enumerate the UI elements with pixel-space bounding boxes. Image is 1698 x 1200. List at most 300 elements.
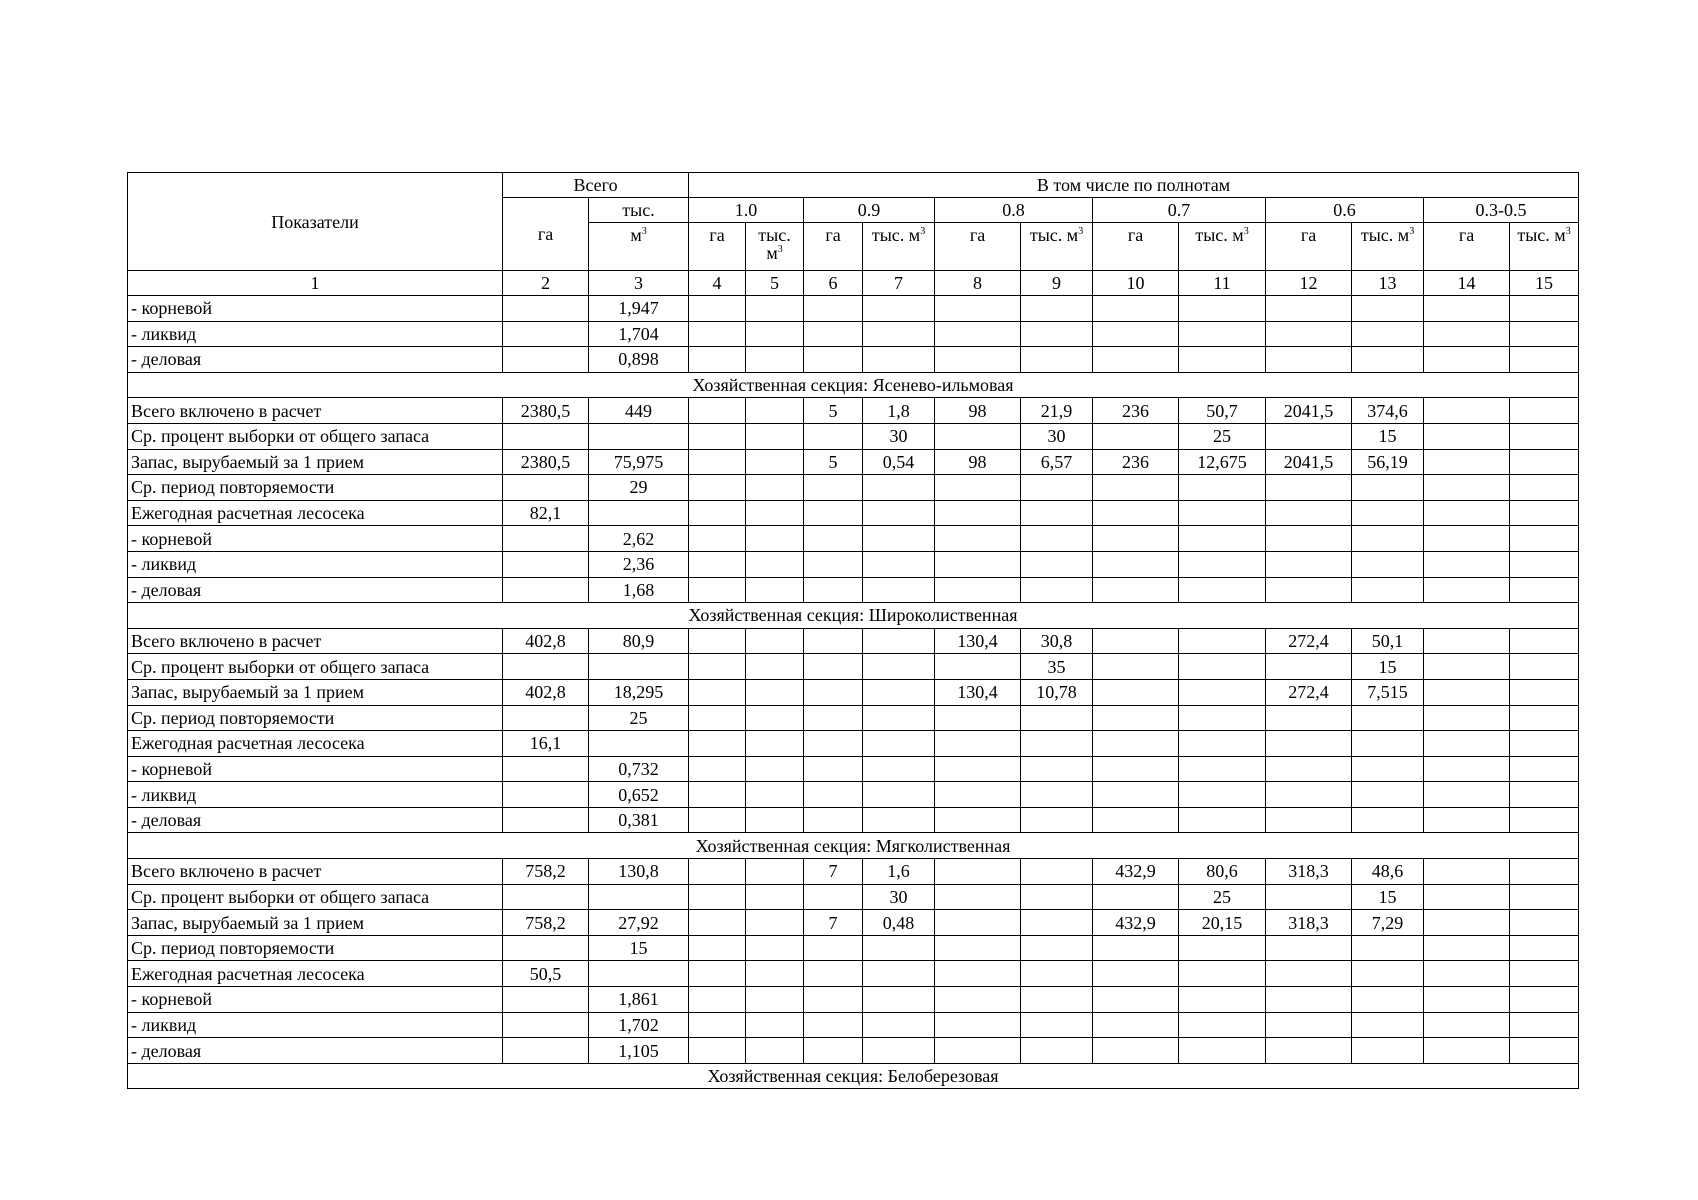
table-cell bbox=[689, 807, 746, 833]
row-label: - ликвид bbox=[128, 551, 503, 577]
table-cell bbox=[1424, 961, 1510, 987]
table-cell bbox=[1424, 679, 1510, 705]
table-cell bbox=[746, 1012, 804, 1038]
table-cell: 2,36 bbox=[589, 551, 689, 577]
row-label: Ср. период повторяемости bbox=[128, 475, 503, 501]
table-cell: 449 bbox=[589, 398, 689, 424]
column-number: 5 bbox=[746, 271, 804, 296]
table-cell bbox=[863, 1038, 935, 1064]
table-cell bbox=[804, 551, 863, 577]
table-cell: 25 bbox=[1179, 423, 1266, 449]
table-cell: 402,8 bbox=[503, 679, 589, 705]
table-cell bbox=[1510, 782, 1579, 808]
table-cell bbox=[746, 347, 804, 373]
section-title: Хозяйственная секция: Широколиственная bbox=[128, 603, 1579, 629]
header-density-1: 1.0 bbox=[689, 198, 804, 223]
table-row bbox=[128, 987, 1579, 1013]
table-cell: 6,57 bbox=[1021, 449, 1093, 475]
table-cell bbox=[863, 628, 935, 654]
table-cell bbox=[1424, 321, 1510, 347]
table-cell bbox=[804, 1012, 863, 1038]
header-density-3: 0.8 bbox=[935, 198, 1093, 223]
table-cell bbox=[746, 987, 804, 1013]
table-cell bbox=[689, 654, 746, 680]
table-cell bbox=[804, 423, 863, 449]
table-cell bbox=[1179, 475, 1266, 501]
table-cell bbox=[1266, 807, 1352, 833]
document-page bbox=[127, 172, 1579, 1089]
table-cell: 80,6 bbox=[1179, 859, 1266, 885]
row-label: Запас, вырубаемый за 1 прием bbox=[128, 910, 503, 936]
table-cell bbox=[863, 475, 935, 501]
table-cell bbox=[689, 859, 746, 885]
table-cell bbox=[503, 1038, 589, 1064]
table-cell bbox=[746, 884, 804, 910]
table-cell bbox=[804, 1038, 863, 1064]
table-cell bbox=[1266, 321, 1352, 347]
table-cell bbox=[746, 731, 804, 757]
table-cell: 0,732 bbox=[589, 756, 689, 782]
row-label: - ликвид bbox=[128, 782, 503, 808]
table-cell bbox=[689, 577, 746, 603]
table-cell: 1,68 bbox=[589, 577, 689, 603]
table-cell: 30 bbox=[863, 884, 935, 910]
column-number: 3 bbox=[589, 271, 689, 296]
table-cell bbox=[746, 756, 804, 782]
table-cell bbox=[935, 935, 1021, 961]
table-cell: 20,15 bbox=[1179, 910, 1266, 936]
table-cell bbox=[863, 807, 935, 833]
table-cell bbox=[804, 321, 863, 347]
table-cell bbox=[1510, 321, 1579, 347]
table-cell bbox=[1266, 961, 1352, 987]
table-cell bbox=[689, 449, 746, 475]
table-cell: 1,861 bbox=[589, 987, 689, 1013]
column-number: 7 bbox=[863, 271, 935, 296]
table-cell bbox=[689, 679, 746, 705]
table-cell bbox=[1093, 935, 1179, 961]
row-label: Ср. период повторяемости bbox=[128, 935, 503, 961]
table-row bbox=[128, 705, 1579, 731]
table-cell bbox=[746, 526, 804, 552]
table-cell: 5 bbox=[804, 449, 863, 475]
table-row bbox=[128, 961, 1579, 987]
table-cell bbox=[1510, 731, 1579, 757]
table-row bbox=[128, 449, 1579, 475]
table-cell bbox=[1510, 577, 1579, 603]
header-total-m3: $м^3$ bbox=[589, 223, 689, 271]
table-cell bbox=[1510, 1012, 1579, 1038]
table-cell: 1,947 bbox=[589, 296, 689, 322]
table-cell bbox=[935, 654, 1021, 680]
table-cell bbox=[746, 321, 804, 347]
table-cell bbox=[1179, 961, 1266, 987]
section-title: Хозяйственная секция: Белоберезовая bbox=[128, 1063, 1579, 1089]
table-cell bbox=[1424, 628, 1510, 654]
table-cell: 1,8 bbox=[863, 398, 935, 424]
table-cell bbox=[689, 961, 746, 987]
table-cell bbox=[863, 551, 935, 577]
table-cell bbox=[503, 577, 589, 603]
table-cell bbox=[1352, 526, 1424, 552]
table-cell bbox=[1510, 398, 1579, 424]
table-cell bbox=[863, 782, 935, 808]
table-cell bbox=[689, 731, 746, 757]
table-cell: 25 bbox=[589, 705, 689, 731]
table-row bbox=[128, 1038, 1579, 1064]
row-label: - деловая bbox=[128, 1038, 503, 1064]
table-cell bbox=[1510, 500, 1579, 526]
header-total: Всего bbox=[503, 173, 689, 198]
table-cell: 15 bbox=[589, 935, 689, 961]
table-cell: 130,4 bbox=[935, 628, 1021, 654]
row-label: Ежегодная расчетная лесосека bbox=[128, 961, 503, 987]
row-label: - корневой bbox=[128, 296, 503, 322]
row-label: - деловая bbox=[128, 807, 503, 833]
table-cell bbox=[1093, 705, 1179, 731]
table-cell bbox=[1021, 910, 1093, 936]
table-cell bbox=[1352, 731, 1424, 757]
table-cell bbox=[1179, 321, 1266, 347]
table-cell bbox=[689, 347, 746, 373]
table-cell bbox=[804, 654, 863, 680]
table-cell bbox=[1510, 961, 1579, 987]
table-cell bbox=[746, 1038, 804, 1064]
table-row bbox=[128, 500, 1579, 526]
table-cell bbox=[863, 577, 935, 603]
table-cell bbox=[1352, 347, 1424, 373]
table-cell: 98 bbox=[935, 449, 1021, 475]
table-cell bbox=[1179, 705, 1266, 731]
table-cell: 75,975 bbox=[589, 449, 689, 475]
row-label: Ср. период повторяемости bbox=[128, 705, 503, 731]
table-cell bbox=[1266, 500, 1352, 526]
table-cell bbox=[1352, 577, 1424, 603]
table-cell bbox=[689, 935, 746, 961]
table-cell bbox=[1179, 782, 1266, 808]
row-label: Ср. процент выборки от общего запаса bbox=[128, 423, 503, 449]
table-cell bbox=[1424, 526, 1510, 552]
table-cell bbox=[1179, 935, 1266, 961]
table-row bbox=[128, 475, 1579, 501]
table-row bbox=[128, 884, 1579, 910]
table-row bbox=[128, 935, 1579, 961]
table-row bbox=[128, 398, 1579, 424]
column-number: 4 bbox=[689, 271, 746, 296]
column-number: 10 bbox=[1093, 271, 1179, 296]
table-cell bbox=[689, 1038, 746, 1064]
header-thous-m3: тыс. $м^3$ bbox=[1179, 223, 1266, 271]
table-cell bbox=[1510, 347, 1579, 373]
table-cell bbox=[1179, 679, 1266, 705]
table-cell bbox=[863, 1012, 935, 1038]
table-cell bbox=[935, 910, 1021, 936]
table-cell bbox=[1093, 628, 1179, 654]
row-label: Всего включено в расчет bbox=[128, 859, 503, 885]
table-cell bbox=[746, 910, 804, 936]
table-cell bbox=[746, 500, 804, 526]
header-thous-m3: тыс. $м^3$ bbox=[1352, 223, 1424, 271]
table-cell bbox=[1424, 475, 1510, 501]
table-cell bbox=[589, 731, 689, 757]
table-row bbox=[128, 296, 1579, 322]
table-cell: 7,515 bbox=[1352, 679, 1424, 705]
table-cell bbox=[1352, 987, 1424, 1013]
table-cell bbox=[589, 500, 689, 526]
table-cell bbox=[1352, 1038, 1424, 1064]
table-row bbox=[128, 782, 1579, 808]
table-cell bbox=[503, 756, 589, 782]
table-cell bbox=[1093, 884, 1179, 910]
table-cell bbox=[804, 935, 863, 961]
table-cell bbox=[804, 782, 863, 808]
column-number-row bbox=[128, 271, 1579, 296]
table-cell: 758,2 bbox=[503, 910, 589, 936]
table-cell: 16,1 bbox=[503, 731, 589, 757]
table-cell: 29 bbox=[589, 475, 689, 501]
table-cell: 98 bbox=[935, 398, 1021, 424]
table-cell: 402,8 bbox=[503, 628, 589, 654]
table-cell bbox=[1510, 526, 1579, 552]
table-cell bbox=[1510, 449, 1579, 475]
table-row bbox=[128, 577, 1579, 603]
table-cell bbox=[1424, 987, 1510, 1013]
table-cell bbox=[689, 526, 746, 552]
table-cell bbox=[1021, 321, 1093, 347]
table-cell bbox=[863, 961, 935, 987]
table-cell: 7 bbox=[804, 859, 863, 885]
table-cell: 0,652 bbox=[589, 782, 689, 808]
column-number: 13 bbox=[1352, 271, 1424, 296]
table-row bbox=[128, 526, 1579, 552]
table-cell bbox=[746, 475, 804, 501]
table-cell: 374,6 bbox=[1352, 398, 1424, 424]
table-cell bbox=[1266, 526, 1352, 552]
table-cell bbox=[503, 475, 589, 501]
table-cell bbox=[804, 705, 863, 731]
table-cell bbox=[589, 961, 689, 987]
table-cell bbox=[1179, 551, 1266, 577]
column-number: 14 bbox=[1424, 271, 1510, 296]
table-cell bbox=[1424, 500, 1510, 526]
table-cell bbox=[804, 961, 863, 987]
table-cell: 30,8 bbox=[1021, 628, 1093, 654]
table-cell bbox=[863, 526, 935, 552]
table-cell bbox=[1510, 935, 1579, 961]
section-title: Хозяйственная секция: Ясенево-ильмовая bbox=[128, 372, 1579, 398]
column-number: 6 bbox=[804, 271, 863, 296]
table-cell bbox=[746, 449, 804, 475]
table-cell bbox=[1179, 756, 1266, 782]
header-incl-density: В том числе по полнотам bbox=[689, 173, 1579, 198]
table-cell bbox=[1266, 731, 1352, 757]
row-label: Запас, вырубаемый за 1 прием bbox=[128, 449, 503, 475]
table-cell bbox=[1424, 449, 1510, 475]
table-cell bbox=[1424, 756, 1510, 782]
table-cell bbox=[1510, 423, 1579, 449]
table-cell bbox=[1021, 475, 1093, 501]
table-cell: 56,19 bbox=[1352, 449, 1424, 475]
table-cell bbox=[1510, 654, 1579, 680]
table-cell bbox=[863, 987, 935, 1013]
header-ha: га bbox=[804, 223, 863, 271]
table-cell bbox=[1424, 296, 1510, 322]
table-cell bbox=[1179, 1038, 1266, 1064]
table-cell bbox=[1352, 756, 1424, 782]
row-label: - ликвид bbox=[128, 1012, 503, 1038]
table-cell bbox=[1021, 347, 1093, 373]
table-cell: 50,7 bbox=[1179, 398, 1266, 424]
table-cell bbox=[1093, 526, 1179, 552]
table-cell bbox=[689, 551, 746, 577]
table-cell bbox=[1352, 475, 1424, 501]
table-cell: 12,675 bbox=[1179, 449, 1266, 475]
row-label: - ликвид bbox=[128, 321, 503, 347]
table-cell: 1,105 bbox=[589, 1038, 689, 1064]
table-cell: 2380,5 bbox=[503, 449, 589, 475]
table-cell: 30 bbox=[863, 423, 935, 449]
table-cell bbox=[1021, 859, 1093, 885]
table-cell bbox=[1093, 551, 1179, 577]
table-cell bbox=[1266, 551, 1352, 577]
column-number: 15 bbox=[1510, 271, 1579, 296]
table-cell bbox=[1179, 500, 1266, 526]
table-cell: 27,92 bbox=[589, 910, 689, 936]
table-cell bbox=[1021, 500, 1093, 526]
table-cell bbox=[503, 807, 589, 833]
table-cell bbox=[1352, 782, 1424, 808]
table-cell bbox=[1510, 987, 1579, 1013]
table-cell: 236 bbox=[1093, 398, 1179, 424]
table-cell bbox=[746, 859, 804, 885]
table-cell bbox=[1510, 807, 1579, 833]
table-cell bbox=[1179, 347, 1266, 373]
table-cell bbox=[935, 782, 1021, 808]
table-row bbox=[128, 654, 1579, 680]
section-row bbox=[128, 833, 1579, 859]
table-cell bbox=[1179, 807, 1266, 833]
table-cell bbox=[1179, 628, 1266, 654]
column-number: 1 bbox=[128, 271, 503, 296]
table-cell bbox=[1352, 961, 1424, 987]
table-cell bbox=[1021, 577, 1093, 603]
table-cell bbox=[804, 987, 863, 1013]
header-total-ha: га bbox=[503, 198, 589, 271]
table-row bbox=[128, 628, 1579, 654]
table-cell bbox=[804, 884, 863, 910]
table-row bbox=[128, 321, 1579, 347]
table-cell: 15 bbox=[1352, 884, 1424, 910]
table-cell bbox=[935, 500, 1021, 526]
row-label: Ср. процент выборки от общего запаса bbox=[128, 654, 503, 680]
table-cell bbox=[935, 756, 1021, 782]
table-cell bbox=[1266, 705, 1352, 731]
table-cell bbox=[1093, 731, 1179, 757]
table-cell bbox=[1352, 705, 1424, 731]
table-cell bbox=[503, 654, 589, 680]
table-cell bbox=[1424, 705, 1510, 731]
table-cell bbox=[863, 654, 935, 680]
table-cell: 7,29 bbox=[1352, 910, 1424, 936]
table-cell: 80,9 bbox=[589, 628, 689, 654]
table-cell bbox=[935, 961, 1021, 987]
table-cell bbox=[503, 526, 589, 552]
table-cell bbox=[804, 807, 863, 833]
table-cell bbox=[746, 398, 804, 424]
table-cell bbox=[935, 321, 1021, 347]
table-cell bbox=[1021, 731, 1093, 757]
table-cell bbox=[1266, 1012, 1352, 1038]
header-ha: га bbox=[1424, 223, 1510, 271]
table-cell bbox=[1510, 859, 1579, 885]
row-label: Ежегодная расчетная лесосека bbox=[128, 500, 503, 526]
table-cell bbox=[1179, 526, 1266, 552]
table-cell bbox=[1093, 500, 1179, 526]
table-cell bbox=[503, 551, 589, 577]
table-cell bbox=[1352, 321, 1424, 347]
table-cell bbox=[689, 1012, 746, 1038]
table-cell bbox=[503, 782, 589, 808]
table-cell bbox=[589, 884, 689, 910]
table-cell bbox=[1093, 756, 1179, 782]
table-cell bbox=[503, 987, 589, 1013]
table-cell: 10,78 bbox=[1021, 679, 1093, 705]
table-cell bbox=[935, 577, 1021, 603]
header-density-2: 0.9 bbox=[804, 198, 935, 223]
table-cell: 1,702 bbox=[589, 1012, 689, 1038]
table-cell bbox=[935, 1012, 1021, 1038]
table-cell bbox=[1266, 884, 1352, 910]
table-cell bbox=[1021, 987, 1093, 1013]
table-cell bbox=[1093, 654, 1179, 680]
table-cell bbox=[863, 705, 935, 731]
table-cell bbox=[1266, 347, 1352, 373]
table-cell bbox=[746, 551, 804, 577]
table-cell bbox=[503, 347, 589, 373]
row-label: - деловая bbox=[128, 347, 503, 373]
table-cell bbox=[503, 423, 589, 449]
table-cell bbox=[935, 987, 1021, 1013]
table-cell: 1,6 bbox=[863, 859, 935, 885]
table-cell bbox=[746, 935, 804, 961]
table-cell bbox=[746, 296, 804, 322]
header-ha: га bbox=[1093, 223, 1179, 271]
table-row bbox=[128, 859, 1579, 885]
header-thous-m3: тыс. $м^3$ bbox=[863, 223, 935, 271]
table-cell bbox=[1093, 577, 1179, 603]
row-label: Всего включено в расчет bbox=[128, 398, 503, 424]
table-cell bbox=[746, 654, 804, 680]
row-label: - корневой bbox=[128, 756, 503, 782]
table-cell bbox=[746, 577, 804, 603]
table-cell bbox=[1424, 423, 1510, 449]
table-cell: 48,6 bbox=[1352, 859, 1424, 885]
table-cell: 82,1 bbox=[503, 500, 589, 526]
table-cell bbox=[1510, 884, 1579, 910]
table-cell bbox=[1093, 807, 1179, 833]
header-total-thous: тыс. bbox=[589, 198, 689, 223]
table-cell bbox=[1021, 705, 1093, 731]
table-cell bbox=[689, 884, 746, 910]
table-cell bbox=[1352, 296, 1424, 322]
table-cell bbox=[1021, 1012, 1093, 1038]
table-cell bbox=[1424, 910, 1510, 936]
table-cell bbox=[503, 884, 589, 910]
table-cell bbox=[1424, 398, 1510, 424]
table-cell bbox=[503, 296, 589, 322]
table-cell bbox=[1093, 987, 1179, 1013]
table-cell bbox=[589, 654, 689, 680]
